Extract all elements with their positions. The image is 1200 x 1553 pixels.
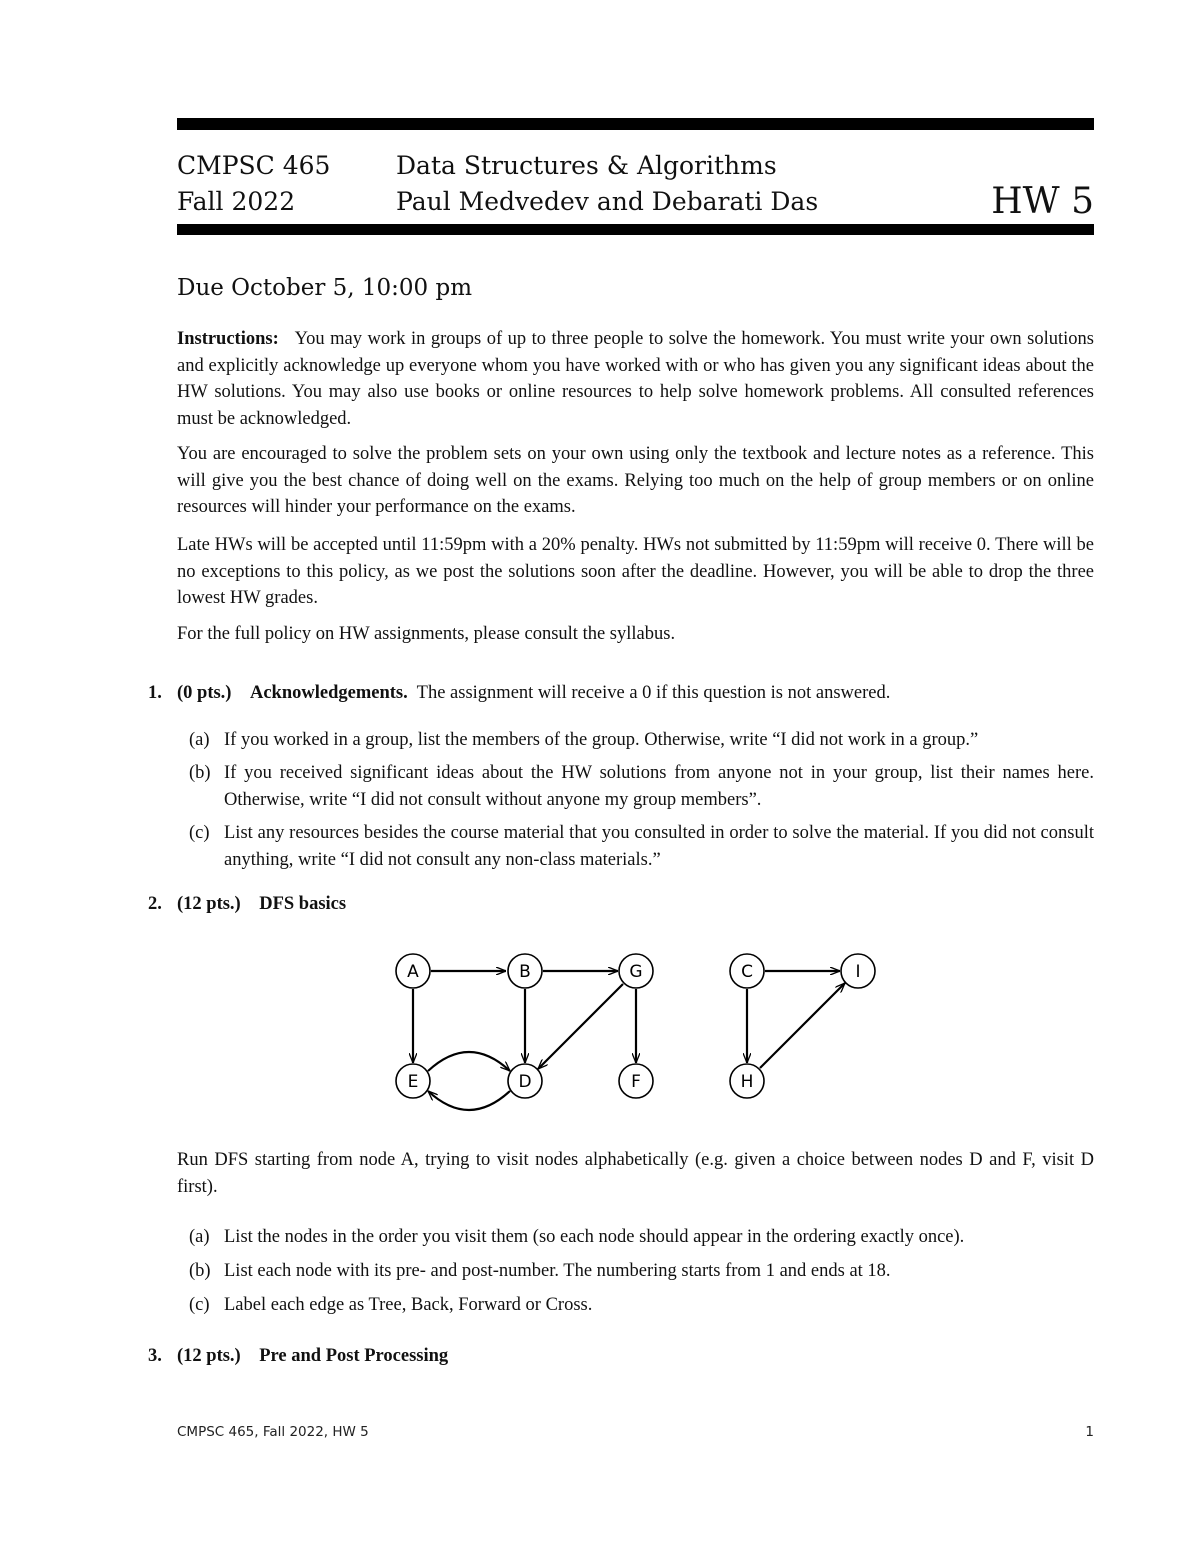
question-2-text: Run DFS starting from node A, trying to visit nodes alphabetically (e.g. given a choice between nodes D and F, visit D first). <box>177 1150 1094 1197</box>
instructions-paragraph-4: For the full policy on HW assignments, please consult the syllabus. <box>177 624 676 644</box>
instructors: Paul Medvedev and Debarati Das <box>396 187 819 216</box>
item-text: If you worked in a group, list the members of the group. Otherwise, write “I did not work in a group.” <box>224 730 979 750</box>
edge-d-e <box>428 1091 510 1110</box>
question-number: 2. <box>148 894 162 914</box>
due-date: Due October 5, 10:00 pm <box>177 275 473 301</box>
item-text: Label each edge as Tree, Back, Forward or Cross. <box>224 1295 593 1315</box>
item-label: (b) <box>189 1261 211 1281</box>
instructions-paragraph-3: Late HWs will be accepted until 11:59pm with a 20% penalty. HWs not submitted by 11:59pm will receive 0. There will be no exceptions to this policy, as we post the solutions soon after the deadline. However, you will be able to drop the three lowest HW grades. <box>177 535 1094 608</box>
page-number: 1 <box>1085 1424 1094 1440</box>
instructions-paragraph-2: You are encouraged to solve the problem sets on your own using only the textbook and lecture notes as a reference. This will give you the best chance of doing well on the exams. Relying too much on the help of group members or on online resources will hinder your performance on the exams. <box>177 444 1094 517</box>
edge-h-i <box>760 983 845 1068</box>
item-label: (b) <box>189 763 211 783</box>
course-code: CMPSC 465 <box>177 151 331 180</box>
dfs-graph <box>380 940 900 1120</box>
item-text: List any resources besides the course material that you consulted in order to solve the material. If you did not consult anything, write “I did not consult any non-class materials.” <box>224 823 1094 870</box>
header-bottom-rule <box>177 224 1094 235</box>
instructions-label: Instructions: <box>177 329 279 349</box>
header-top-rule <box>177 118 1094 130</box>
item-text: List each node with its pre- and post-number. The numbering starts from 1 and ends at 18. <box>224 1261 891 1281</box>
node-label-d: D <box>518 1072 532 1092</box>
course-title: Data Structures & Algorithms <box>396 151 777 180</box>
node-label-h: H <box>740 1072 754 1092</box>
question-2-item-a <box>189 1224 1094 1251</box>
question-2-item-b <box>189 1258 1094 1285</box>
question-points: (0 pts.) <box>177 683 232 703</box>
node-label-b: B <box>519 962 531 982</box>
question-text: The assignment will receive a 0 if this question is not answered. <box>416 683 891 703</box>
node-label-e: E <box>407 1072 419 1092</box>
question-title: Acknowledgements. <box>249 683 408 703</box>
footer-label: CMPSC 465, Fall 2022, HW 5 <box>177 1424 369 1440</box>
question-2-item-c <box>189 1292 1094 1319</box>
question-title: Pre and Post Processing <box>259 1346 449 1366</box>
question-points: (12 pts.) <box>177 1346 241 1366</box>
node-label-f: F <box>631 1072 641 1092</box>
question-points: (12 pts.) <box>177 894 241 914</box>
instructions-text-1: You may work in groups of up to three people to solve the homework. You must write your own solutions and explicitly acknowledge up everyone whom you have worked with or who has given you any significant ideas about the HW solutions. You may also use books or online resources to help solve homework problems. All consulted references must be acknowledged. <box>177 329 1094 429</box>
question-3-heading <box>148 1343 1094 1369</box>
question-1-heading <box>148 680 1094 706</box>
question-1-item-c <box>189 820 1094 873</box>
node-label-a: A <box>407 962 419 982</box>
edge-e-d <box>428 1052 510 1071</box>
node-label-g: G <box>629 962 643 982</box>
question-number: 1. <box>148 683 162 703</box>
item-label: (a) <box>189 730 210 750</box>
item-label: (c) <box>189 1295 210 1315</box>
node-label-i: I <box>855 962 861 982</box>
item-label: (a) <box>189 1227 210 1247</box>
edge-g-d <box>538 984 623 1069</box>
item-text: List the nodes in the order you visit them (so each node should appear in the ordering exactly once). <box>224 1227 965 1247</box>
question-2-heading <box>148 891 1094 917</box>
question-number: 3. <box>148 1346 162 1366</box>
question-1-item-b <box>189 760 1094 813</box>
question-title: DFS basics <box>259 894 347 914</box>
item-text: If you received significant ideas about the HW solutions from anyone not in your group, list their names here. Otherwise, write “I did not consult without anyone my group members”. <box>224 763 1094 810</box>
node-label-c: C <box>741 962 753 982</box>
instructions-paragraph-1 <box>177 326 1094 432</box>
term: Fall 2022 <box>177 187 296 216</box>
item-label: (c) <box>189 823 210 843</box>
hw-number: HW 5 <box>991 181 1094 222</box>
question-1-item-a <box>189 727 1094 754</box>
